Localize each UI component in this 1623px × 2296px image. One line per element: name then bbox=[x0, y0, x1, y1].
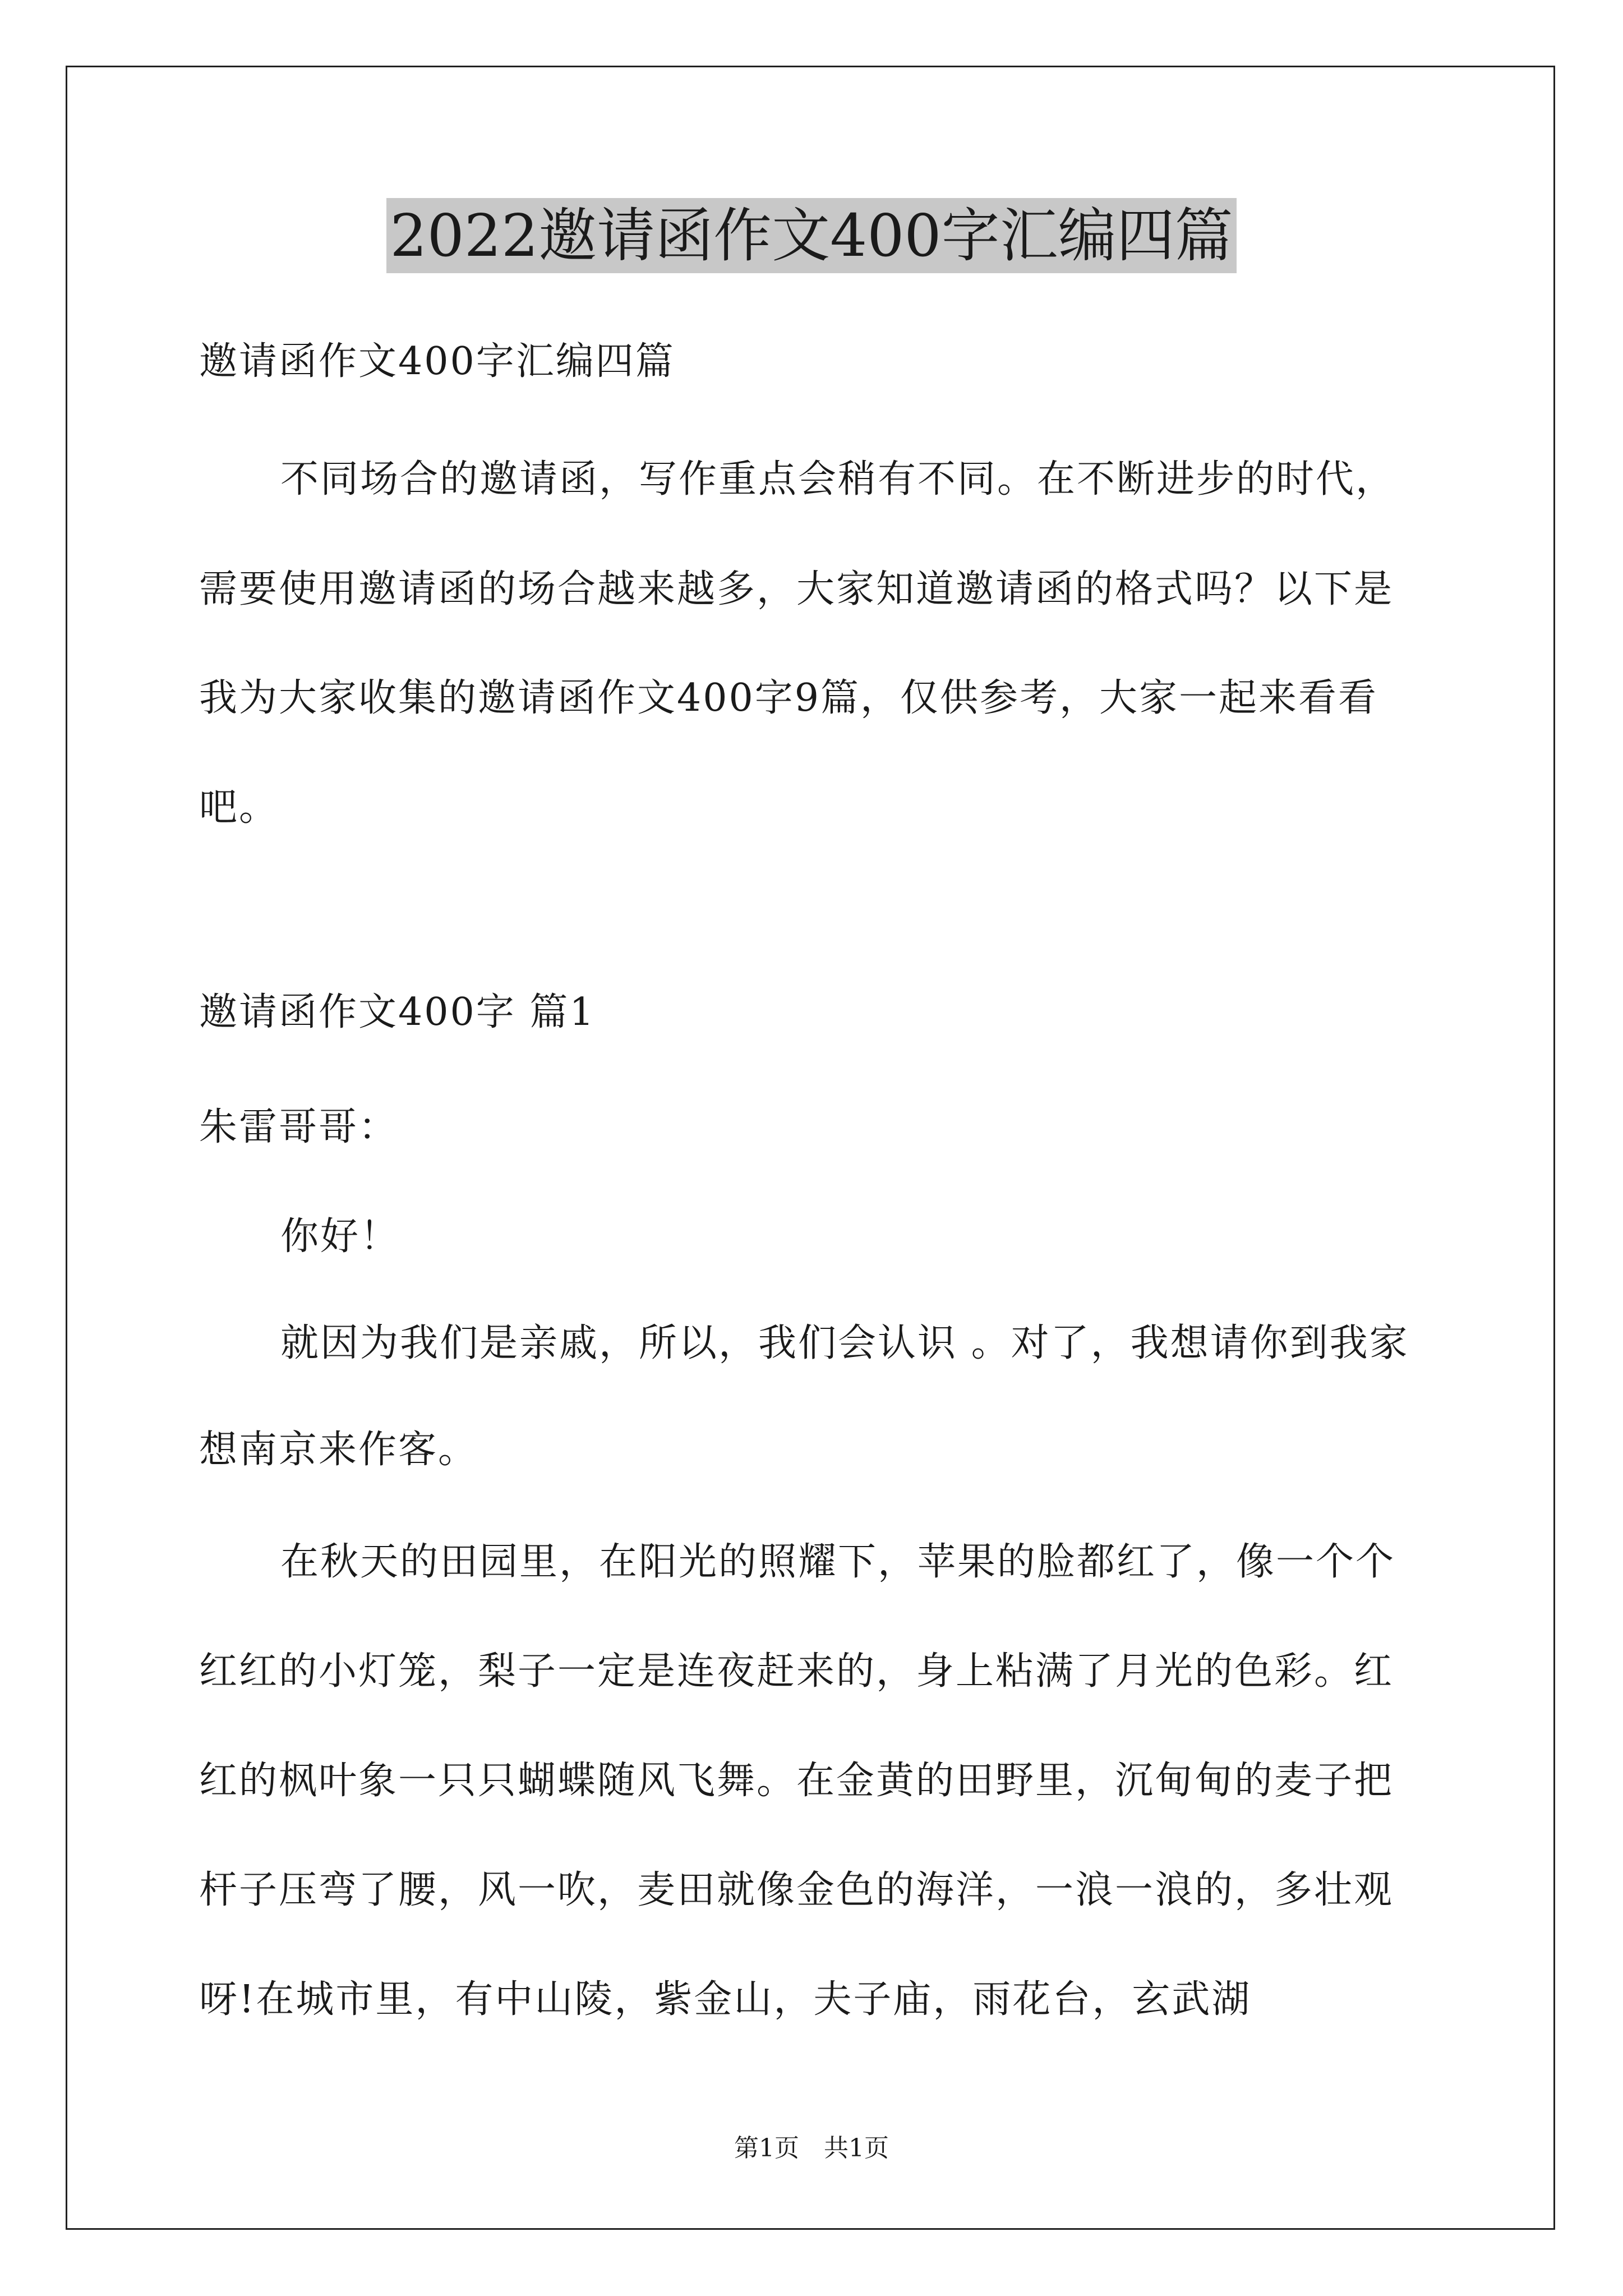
intro-line-2: 需要使用邀请函的场合越来越多，大家知道邀请函的格式吗？以下是 bbox=[199, 567, 1394, 611]
salutation: 朱雷哥哥： bbox=[199, 1105, 399, 1149]
para2-line-2: 红红的小灯笼，梨子一定是连夜赶来的，身上粘满了月光的色彩。红 bbox=[199, 1649, 1394, 1694]
greeting: 你好！ bbox=[280, 1214, 400, 1259]
para2-line-1: 在秋天的田园里，在阳光的照耀下，苹果的脸都红了，像一个个 bbox=[280, 1540, 1396, 1584]
page-footer: 第1页 共1页 bbox=[734, 2134, 889, 2162]
para1-line-1: 就因为我们是亲戚，所以，我们会认识 。对了，我想请你到我家 bbox=[280, 1321, 1409, 1365]
para2-line-4: 杆子压弯了腰，风一吹，麦田就像金色的海洋，一浪一浪的，多壮观 bbox=[199, 1868, 1394, 1912]
document-title bbox=[0, 196, 1623, 275]
para2-line-3: 红的枫叶象一只只蝴蝶随风飞舞。在金黄的田野里，沉甸甸的麦子把 bbox=[199, 1759, 1394, 1803]
intro-line-1: 不同场合的邀请函，写作重点会稍有不同。在不断进步的时代， bbox=[280, 457, 1396, 501]
section-heading: 邀请函作文400字 篇1 bbox=[199, 990, 596, 1034]
para2-line-5: 呀!在城市里，有中山陵，紫金山，夫子庙，雨花台，玄武湖 bbox=[199, 1977, 1252, 2022]
para1-line-2: 想南京来作客。 bbox=[199, 1428, 478, 1472]
document-title-text: 2022邀请函作文400字汇编四篇 bbox=[386, 198, 1236, 273]
intro-line-4: 吧。 bbox=[199, 785, 279, 830]
intro-line-3: 我为大家收集的邀请函作文400字9篇，仅供参考，大家一起来看看 bbox=[199, 676, 1378, 720]
document-subtitle: 邀请函作文400字汇编四篇 bbox=[199, 339, 675, 384]
